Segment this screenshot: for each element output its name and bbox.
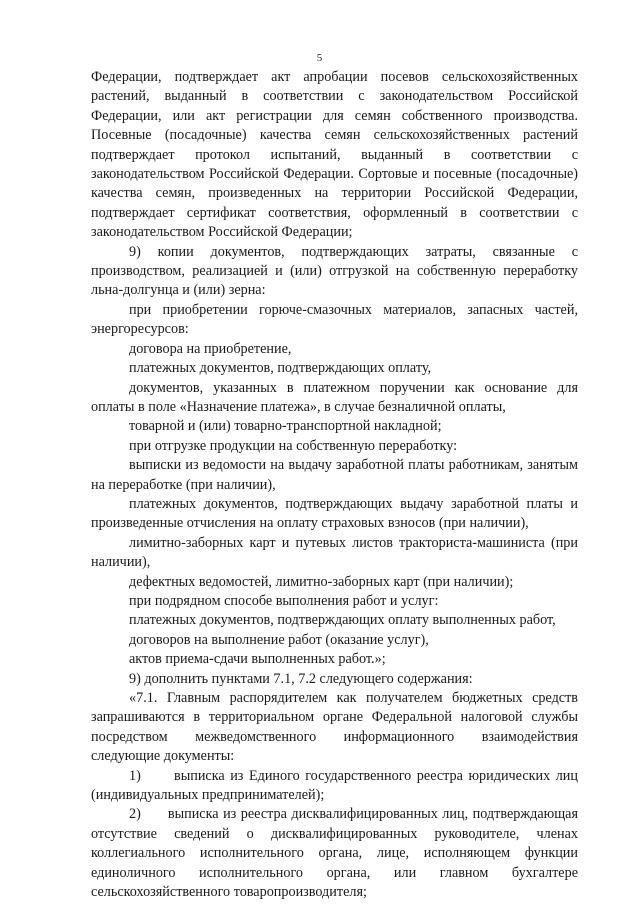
paragraph-acceptance-acts: актов приема-сдачи выполненных работ.»; <box>129 651 386 668</box>
paragraph-basis-docs: документов, указанных в платежном поручении как основание для оплаты в поле «Назначение платежа», в случае безналичной оплаты, <box>91 379 578 415</box>
paragraph-payroll-extracts: выписки из ведомости на выдачу заработной платы работникам, занятым на переработке (при наличии), <box>91 457 578 493</box>
paragraph-work-payment: платежных документов, подтверждающих оплату выполненных работ, <box>129 612 556 629</box>
list-item-2: 2) выписка из реестра дисквалифицированных лиц, подтверждающая отсутствие сведений о дисквалифицированных руководителе, членах коллегиального исполнительного органа, лице, исполняющем функции единоличного исполнительного органа, или главном бухгалтере сельскохозяйственного товаропроизводителя; <box>91 806 578 901</box>
paragraph-salary-payments: платежных документов, подтверждающих выдачу заработной платы и произведенные отчисления на оплату страховых взносов (при наличии), <box>91 495 578 532</box>
document-body <box>91 68 578 902</box>
paragraph-7-1: «7.1. Главным распорядителем как получателем бюджетных средств запрашиваются в территориальном органе Федеральной налоговой службы посредством межведомственного информационного взаимодействия следующие документы: <box>91 690 578 765</box>
paragraph-fuel-materials: при приобретении горюче-смазочных материалов, запасных частей, энергоресурсов: <box>91 301 578 338</box>
paragraph-limit-cards: лимитно-заборных карт и путевых листов тракториста-машиниста (при наличии), <box>91 534 578 571</box>
paragraph-payment-docs: платежных документов, подтверждающих оплату, <box>129 360 432 377</box>
paragraph-contract-method: при подрядном способе выполнения работ и услуг: <box>129 592 439 609</box>
paragraph-own-processing: при отгрузке продукции на собственную переработку: <box>129 437 458 454</box>
paragraph-waybill: товарной и (или) товарно-транспортной накладной; <box>129 418 442 435</box>
paragraph-work-contracts: договоров на выполнение работ (оказание услуг), <box>129 631 429 648</box>
paragraph-defect-sheets: дефектных ведомостей, лимитно-заборных карт (при наличии); <box>129 573 514 590</box>
page-number: 5 <box>316 52 323 64</box>
paragraph-item-9: 9) копии документов, подтверждающих затраты, связанные с производством, реализацией и (или) отгрузкой на собственную переработку льна-долгунца и (или) зерна: <box>91 243 578 299</box>
list-item-1: 1) выписка из Единого государственного реестра юридических лиц (индивидуальных предпринимателей); <box>91 767 578 804</box>
paragraph-add-items: 9) дополнить пунктами 7.1, 7.2 следующего содержания: <box>129 670 473 687</box>
paragraph-purchase-contract: договора на приобретение, <box>129 340 292 357</box>
paragraph-continuation: Федерации, подтверждает акт апробации посевов сельскохозяйственных растений, выданный в соответствии с законодательством Российской Федерации, или акт регистрации для семян собственного производства. Посевные (посадочные) качества семян сельскохозяйственных растений подтверждает протокол испытаний, выданный в соответствии с законодательством Российской Федерации. Сортовые и посевные (посадочные) качества семян, произведенных на территории Российской Федерации, подтверждает сертификат соответствия, оформленный в соответствии с законодательством Российской Федерации; <box>91 69 578 241</box>
